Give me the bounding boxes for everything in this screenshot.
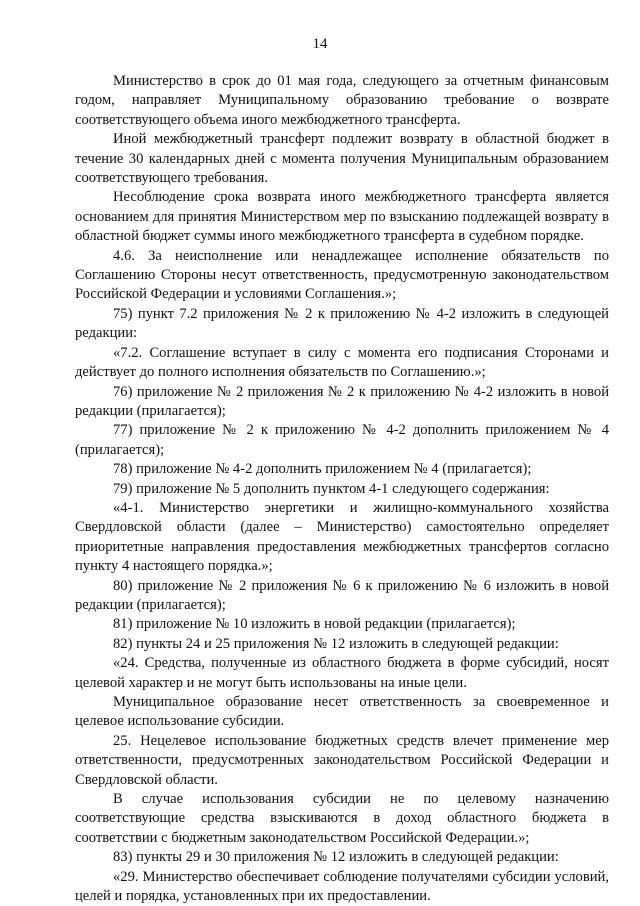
page-number: 14	[312, 36, 328, 52]
paragraph: 77) приложение № 2 к приложению № 4-2 дополнить приложением № 4 (прилагается);	[75, 422, 609, 458]
paragraph: Несоблюдение срока возврата иного межбюджетного трансферта является основанием для принятия Министерством мер по взысканию подлежащей возврату в областной бюджет суммы иного межбюджетного трансферта в судебном порядке.	[75, 189, 609, 245]
paragraph: В случае использования субсидии не по целевому назначению соответствующие средства взыскиваются в доход областного бюджета в соответствии с бюджетным законодательством Российской Федерации.»;	[75, 791, 609, 846]
paragraph: Министерство в срок до 01 мая года, следующего за отчетным финансовым годом, направляет Муниципальному образованию требование о возврате соответствующего объема иного межбюджетного трансферта.	[75, 73, 609, 128]
paragraph: 25. Нецелевое использование бюджетных средств влечет применение мер ответственности, предусмотренных законодательством Российской Федерации и Свердловской области.	[75, 732, 609, 788]
paragraph: 79) приложение № 5 дополнить пунктом 4-1 следующего содержания:	[113, 480, 550, 497]
paragraph: 78) приложение № 4-2 дополнить приложением № 4 (прилагается);	[113, 461, 532, 478]
paragraph: Иной межбюджетный трансферт подлежит возврату в областной бюджет в течение 30 календарных дней с момента получения Муниципальным образованием соответствующего требования.	[75, 131, 609, 187]
paragraph: «29. Министерство обеспечивает соблюдение получателями субсидии условий, целей и порядка, установленных при их предоставлении.	[75, 868, 609, 905]
paragraph: «7.2. Соглашение вступает в силу с момента его подписания Сторонами и действует до полного исполнения обязательств по Соглашению.»;	[75, 344, 609, 381]
paragraph: 75) пункт 7.2 приложения № 2 к приложению № 4-2 изложить в следующей редакции:	[75, 305, 609, 342]
paragraph: «24. Средства, полученные из областного бюджета в форме субсидий, носят целевой характер и не могут быть использованы на иные цели.	[75, 655, 609, 691]
document-body	[75, 72, 609, 906]
paragraph: 4.6. За неисполнение или ненадлежащее исполнение обязательств по Соглашению Стороны несут ответственность, предусмотренную законодательством Российской Федерации и условиями Соглашения.»;	[75, 247, 609, 303]
paragraph: Муниципальное образование несет ответственность за своевременное и целевое использование субсидии.	[75, 694, 609, 730]
paragraph: 81) приложение № 10 изложить в новой редакции (прилагается);	[113, 616, 516, 633]
paragraph: 76) приложение № 2 приложения № 2 к приложению № 4-2 изложить в новой редакции (прилагается);	[75, 383, 609, 419]
paragraph: «4-1. Министерство энергетики и жилищно-коммунального хозяйства Свердловской области (далее – Министерство) самостоятельно определяет приоритетные направления предоставления межбюджетных трансфертов согласно пункту 4 настоящего порядка.»;	[75, 499, 609, 575]
paragraph: 83) пункты 29 и 30 приложения № 12 изложить в следующей редакции:	[113, 849, 559, 866]
paragraph: 80) приложение № 2 приложения № 6 к приложению № 6 изложить в новой редакции (прилагается);	[75, 577, 609, 613]
paragraph: 82) пункты 24 и 25 приложения № 12 изложить в следующей редакции:	[113, 635, 559, 652]
